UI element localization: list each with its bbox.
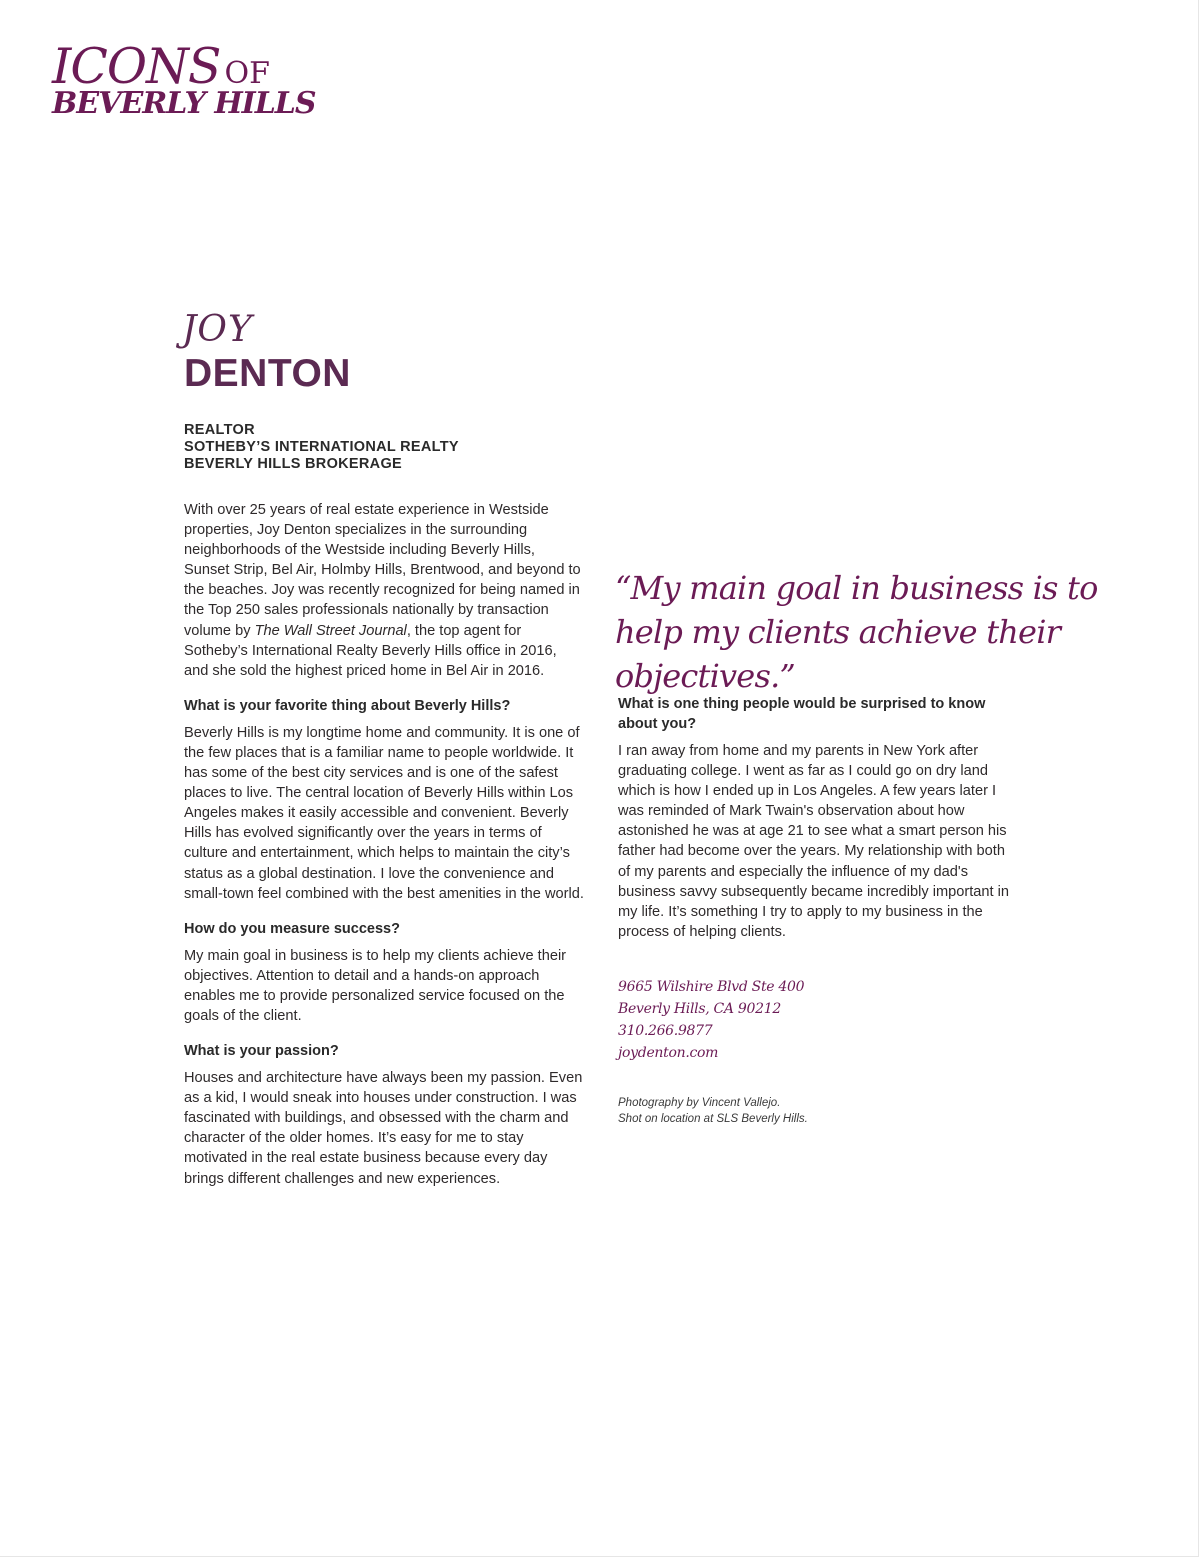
profile-first-name: JOY bbox=[182, 309, 253, 350]
intro-text-after: , the top agent for Sotheby’s International Realty Beverly Hills office in 2016, and she sold the highest priced home in Bel Air in 2016. bbox=[184, 622, 557, 679]
masthead-of: OF bbox=[224, 56, 270, 91]
address-line2: Beverly Hills, CA 90212 bbox=[618, 1001, 781, 1017]
profile-last-name: DENTON bbox=[184, 352, 351, 395]
answer-paragraph: My main goal in business is to help my clients achieve their objectives. Attention to detail and a hands-on approach enables me to provide personalized service focused on the goals of the client. bbox=[184, 947, 567, 1024]
contact-block bbox=[618, 976, 804, 1064]
profile-title: REALTOR bbox=[184, 422, 255, 438]
masthead-logo bbox=[52, 38, 316, 121]
question-heading: What is one thing people would be surprised to know about you? bbox=[618, 696, 986, 732]
pull-quote: “My main goal in business is to help my clients achieve their objectives.” bbox=[615, 569, 1098, 695]
intro-paragraph bbox=[184, 500, 584, 681]
address-line1: 9665 Wilshire Blvd Ste 400 bbox=[618, 979, 805, 995]
question-heading: How do you measure success? bbox=[184, 920, 400, 937]
answer-paragraph: Houses and architecture have always been my passion. Even as a kid, I would sneak into houses under construction. I was fascinated with buildings, and obsessed with the charm and character of the older homes. It’s easy for me to stay motivated in the real estate business because every day brings different challenges and new experiences. bbox=[184, 1070, 583, 1187]
right-column bbox=[618, 694, 1018, 942]
profile-company: SOTHEBY’S INTERNATIONAL REALTY bbox=[184, 439, 459, 455]
masthead-line1 bbox=[52, 38, 316, 95]
answer-paragraph: I ran away from home and my parents in New York after graduating college. I went as far as I could go on dry land which is how I ended up in Los Angeles. A few years later I was reminded of Mark Twain's observation about how astonished he was at age 21 to see what a smart person his father had become over the years. My relationship with both of my parents and especially the influence of my dad's business savvy subsequently became incredibly important in my life. It’s something I try to apply to my business in the process of helping clients. bbox=[618, 743, 1009, 940]
profile-office: BEVERLY HILLS BROKERAGE bbox=[184, 456, 402, 472]
masthead-icons: ICONS bbox=[52, 38, 221, 95]
intro-text-before: With over 25 years of real estate experience in Westside properties, Joy Denton specializes in the surrounding neighborhoods of the Westside including Beverly Hills, Sunset Strip, Bel Air, Holmby Hills, Brentwood, and beyond to the beaches. Joy was recently recognized for being named in the Top 250 sales professionals nationally by transaction volume by bbox=[184, 502, 581, 639]
photo-credits bbox=[618, 1095, 808, 1127]
intro-publication: The Wall Street Journal bbox=[254, 622, 407, 639]
answer-paragraph: Beverly Hills is my longtime home and community. It is one of the few places that is a familiar name to people worldwide. It has some of the best city services and is one of the safest places to live. The central location of Beverly Hills within Los Angeles makes it easily accessible and convenient. Beverly Hills has evolved significantly over the years in terms of culture and entertainment, which helps to maintain the city’s status as a global destination. I love the convenience and small-town feel combined with the best amenities in the world. bbox=[184, 724, 584, 902]
left-column bbox=[184, 500, 584, 1189]
profile-titles bbox=[184, 422, 459, 473]
location-credit: Shot on location at SLS Beverly Hills. bbox=[618, 1113, 808, 1125]
website-link[interactable]: joydenton.com bbox=[618, 1045, 719, 1061]
question-heading: What is your favorite thing about Beverly Hills? bbox=[184, 697, 511, 714]
masthead-beverly-hills: BEVERLY HILLS bbox=[52, 86, 316, 121]
question-heading: What is your passion? bbox=[184, 1043, 339, 1060]
phone-number: 310.266.9877 bbox=[618, 1023, 713, 1039]
photography-credit: Photography by Vincent Vallejo. bbox=[618, 1097, 781, 1109]
